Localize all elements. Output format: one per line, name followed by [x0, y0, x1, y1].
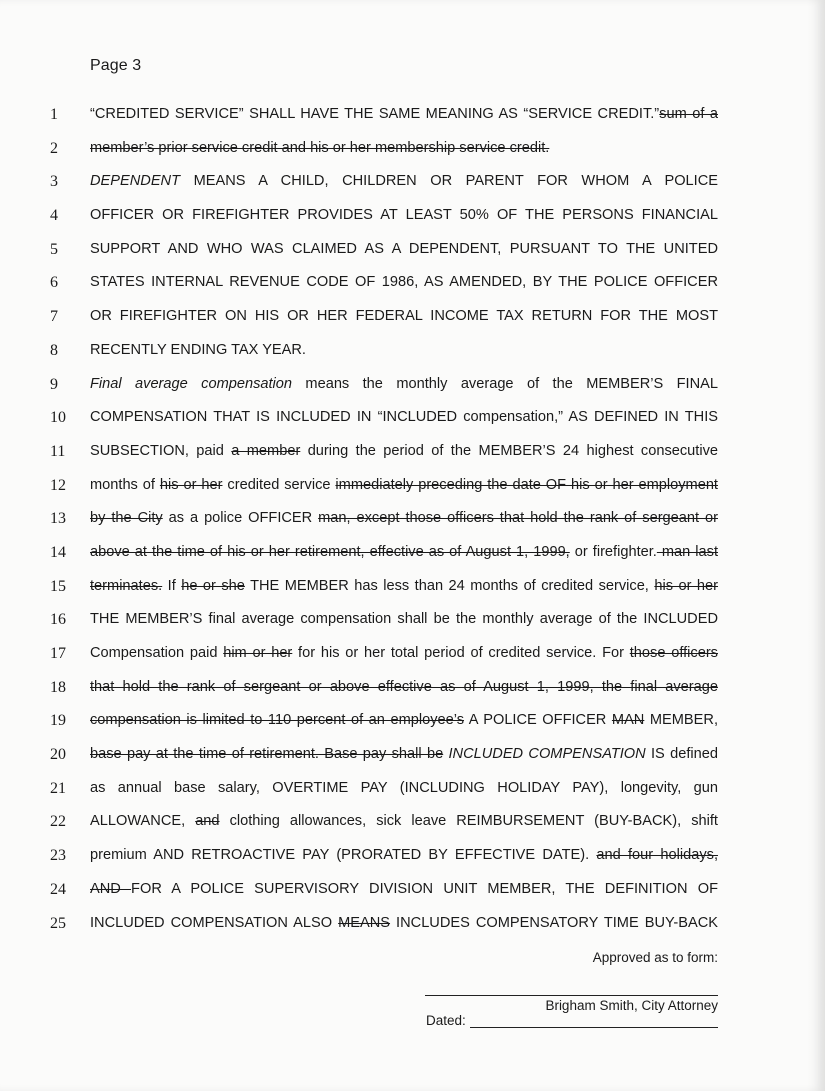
line-text: [90, 199, 718, 233]
text-line: [0, 435, 825, 469]
struck-text: those officers: [629, 645, 718, 661]
line-number: 13: [50, 510, 66, 528]
text-segment: means the monthly average of the MEMBER’S FINAL: [292, 375, 718, 392]
defined-term: INCLUDED COMPENSATION: [448, 746, 646, 763]
line-number: 5: [50, 240, 58, 258]
line-text: [90, 300, 718, 334]
struck-text: that hold the rank of sergeant or above effective as of August 1, 1999, the final average: [90, 678, 718, 695]
line-number: 1: [50, 106, 58, 123]
line-text: [90, 502, 718, 536]
text-segment: FOR A POLICE SUPERVISORY DIVISION UNIT MEMBER, THE DEFINITION OF: [131, 880, 718, 897]
line-number: 2: [50, 139, 58, 157]
line-text: [90, 671, 718, 705]
struck-text: by the City: [90, 510, 163, 527]
text-line: [0, 334, 825, 368]
dated-label: Dated:: [426, 1013, 466, 1028]
text-line: [0, 873, 825, 907]
struck-text: MAN: [611, 712, 645, 729]
text-segment: as annual base salary, OVERTIME PAY (INCLUDING HOLIDAY PAY), longevity, gun: [90, 779, 718, 796]
struck-text: base pay at the time of retirement. Base pay shall be: [90, 746, 444, 763]
text-line: [0, 469, 825, 503]
line-number: 17: [50, 645, 66, 662]
line-number: 14: [50, 543, 66, 561]
line-number: 24: [50, 880, 66, 898]
line-text: [90, 570, 718, 604]
text-segment: OFFICER OR FIREFIGHTER PROVIDES AT LEAST 50% OF THE PERSONS FINANCIAL: [90, 207, 718, 224]
line-number: 20: [50, 746, 66, 764]
text-segment: SUBSECTION, paid: [90, 442, 232, 459]
line-number: 9: [50, 375, 58, 393]
struck-text: above at the time of his or her retirement, effective as of August 1, 1999,: [90, 543, 570, 560]
struck-text: member’s prior service credit and his or her membership service credit.: [90, 139, 550, 156]
text-line: [0, 233, 825, 267]
text-segment: OR FIREFIGHTER ON HIS OR HER FEDERAL INCOME TAX RETURN FOR THE MOST: [90, 308, 718, 325]
struck-text: terminates.: [90, 577, 163, 594]
line-text: [90, 637, 718, 671]
line-number: 15: [50, 577, 66, 595]
line-text: [90, 805, 718, 839]
city-attorney-name: Brigham Smith, City Attorney: [545, 998, 718, 1013]
text-segment: THE MEMBER’S final average compensation shall be the monthly average of the INCLUDED: [90, 611, 718, 628]
line-number: 18: [50, 678, 66, 696]
text-segment: premium AND RETROACTIVE PAY (PRORATED BY EFFECTIVE DATE).: [90, 847, 597, 864]
struck-text: AND: [90, 880, 132, 897]
text-line: [0, 570, 825, 604]
text-segment: for his or her total period of credited service. For: [292, 645, 630, 661]
text-line: [0, 266, 825, 300]
line-text: [90, 772, 718, 806]
text-line: [0, 401, 825, 435]
page-edge-shadow: [807, 0, 825, 1091]
text-line: [0, 368, 825, 402]
line-text: [90, 536, 718, 570]
text-line: [0, 839, 825, 873]
line-text: [90, 266, 718, 300]
line-text: [90, 334, 718, 368]
text-segment: INCLUDED COMPENSATION ALSO: [90, 914, 339, 931]
line-text: [90, 401, 718, 435]
line-number: 25: [50, 914, 66, 932]
text-line: [0, 907, 825, 941]
line-number: 23: [50, 847, 66, 865]
text-segment: MEMBER,: [644, 712, 718, 729]
text-segment: MEANS A CHILD, CHILDREN OR PARENT FOR WHOM A POLICE: [180, 173, 718, 190]
page-number: Page 3: [90, 57, 142, 74]
text-segment: credited service: [222, 476, 336, 493]
line-text: [90, 469, 718, 503]
text-line: [0, 671, 825, 705]
defined-term: Final average compensation: [90, 375, 293, 392]
approved-as-to-form: Approved as to form:: [592, 950, 718, 965]
text-segment: If: [162, 577, 182, 594]
struck-text: his or her: [159, 476, 223, 493]
text-segment: SUPPORT AND WHO WAS CLAIMED AS A DEPENDENT, PURSUANT TO THE UNITED: [90, 240, 718, 257]
text-segment: clothing allowances, sick leave REIMBURSEMENT (BUY-BACK), shift: [219, 813, 718, 830]
struck-text: man last: [656, 543, 719, 560]
line-text: [90, 738, 718, 772]
text-segment: IS defined: [645, 746, 718, 763]
line-number: 12: [50, 476, 66, 494]
text-line: [0, 805, 825, 839]
line-text: [90, 435, 718, 469]
text-line: [0, 199, 825, 233]
line-number: 21: [50, 779, 66, 797]
line-number: 19: [50, 712, 66, 730]
line-text: [90, 368, 718, 402]
text-segment: as a police OFFICER: [162, 510, 319, 527]
text-line: [0, 300, 825, 334]
struck-text: him or her: [223, 645, 293, 661]
text-segment: “CREDITED SERVICE” SHALL HAVE THE SAME MEANING AS “SERVICE CREDIT.”: [90, 106, 660, 122]
struck-text: his or her: [654, 577, 718, 594]
text-line: [0, 772, 825, 806]
text-segment: during the period of the MEMBER’S 24 highest consecutive: [300, 442, 718, 459]
ordinance-text: [0, 98, 825, 940]
struck-text: a member: [231, 442, 301, 459]
text-segment: ALLOWANCE,: [90, 813, 196, 830]
struck-text: he or she: [181, 577, 245, 594]
struck-text: and: [195, 813, 220, 830]
line-text: [90, 704, 718, 738]
line-text: [90, 233, 718, 267]
text-line: [0, 536, 825, 570]
text-segment: COMPENSATION THAT IS INCLUDED IN “INCLUDED compensation,” AS DEFINED IN THIS: [90, 409, 718, 426]
text-segment: INCLUDES COMPENSATORY TIME BUY-BACK: [390, 914, 718, 931]
text-segment: A POLICE OFFICER: [464, 712, 612, 729]
text-line: [0, 98, 825, 132]
struck-text: immediately preceding the date OF his or her employment: [335, 476, 718, 493]
line-text: [90, 165, 718, 199]
line-number: 10: [50, 409, 66, 427]
line-text: [90, 132, 718, 166]
text-segment: Compensation paid: [90, 645, 224, 661]
text-line: [0, 603, 825, 637]
line-number: 8: [50, 341, 58, 359]
text-line: [0, 637, 825, 671]
struck-text: sum of a: [659, 106, 718, 122]
line-text: [90, 839, 718, 873]
text-line: [0, 704, 825, 738]
text-line: [0, 502, 825, 536]
line-number: 22: [50, 813, 66, 831]
text-segment: STATES INTERNAL REVENUE CODE OF 1986, AS AMENDED, BY THE POLICE OFFICER: [90, 274, 718, 291]
line-text: [90, 907, 718, 941]
struck-text: man, except those officers that hold the rank of sergeant or: [318, 510, 718, 527]
line-number: 16: [50, 611, 66, 629]
struck-text: and four holidays,: [596, 847, 718, 864]
line-text: [90, 98, 718, 132]
line-number: 7: [50, 308, 58, 326]
text-segment: THE MEMBER has less than 24 months of credited service,: [244, 577, 655, 594]
text-line: [0, 132, 825, 166]
line-text: [90, 873, 718, 907]
defined-term: DEPENDENT: [90, 173, 181, 190]
text-line: [0, 165, 825, 199]
text-segment: RECENTLY ENDING TAX YEAR.: [90, 341, 306, 358]
struck-text: compensation is limited to 110 percent of an employee’s: [90, 712, 465, 729]
line-number: 11: [50, 442, 66, 460]
struck-text: MEANS: [338, 914, 391, 931]
line-number: 3: [50, 173, 58, 191]
line-number: 6: [50, 274, 58, 292]
signature-line: [425, 995, 718, 996]
text-segment: or firefighter.: [569, 543, 657, 560]
line-number: 4: [50, 207, 58, 225]
dated-line: [470, 1027, 718, 1028]
text-segment: months of: [90, 476, 160, 493]
line-text: [90, 603, 718, 637]
text-line: [0, 738, 825, 772]
